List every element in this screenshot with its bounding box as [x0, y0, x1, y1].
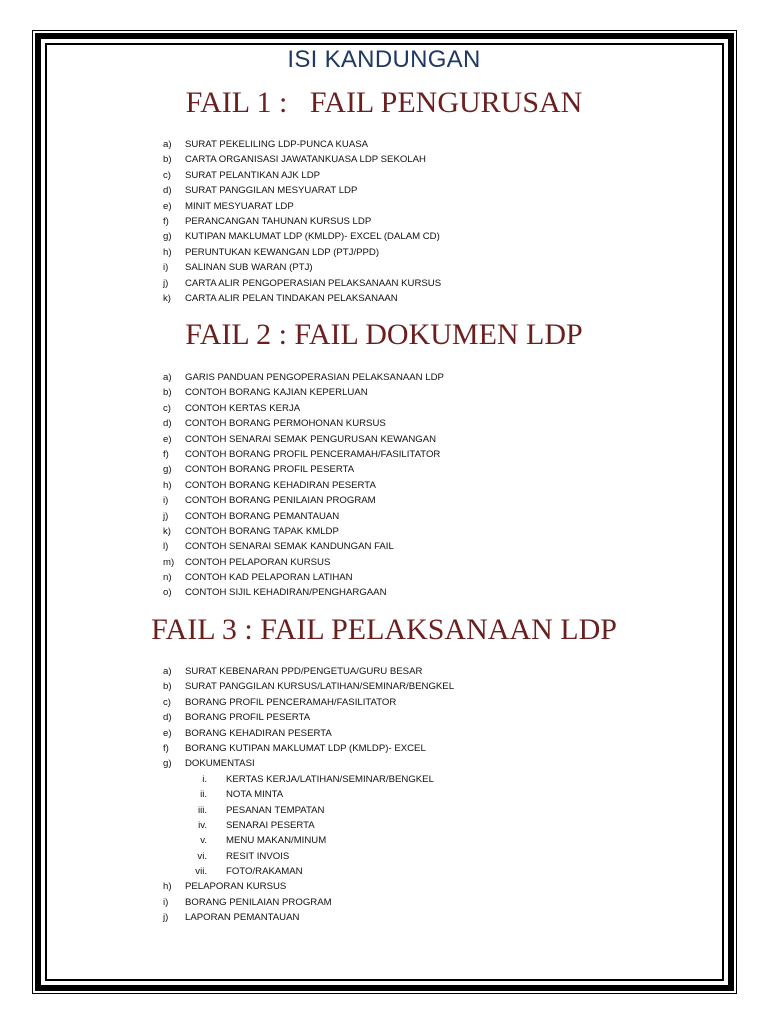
- list-item-text: CONTOH KAD PELAPORAN LATIHAN: [185, 572, 353, 584]
- list-item-text: MENU MAKAN/MINUM: [226, 835, 327, 847]
- list-item-label: b): [163, 681, 172, 693]
- list-item-label: f): [163, 742, 169, 754]
- list-item-text: KERTAS KERJA/LATIHAN/SEMINAR/BENGKEL: [226, 773, 434, 785]
- list-item-label: g): [163, 464, 172, 476]
- list-item-label: vi.: [197, 850, 207, 862]
- list-item-label: e): [163, 433, 172, 445]
- list-item-text: SENARAI PESERTA: [226, 819, 315, 831]
- list-item-label: k): [163, 292, 171, 304]
- list-item-label: iv.: [198, 819, 207, 831]
- list-item-text: CONTOH PELAPORAN KURSUS: [185, 556, 331, 568]
- list-item-label: i.: [202, 773, 207, 785]
- list-item-label: d): [163, 185, 172, 197]
- list-item-text: GARIS PANDUAN PENGOPERASIAN PELAKSANAAN LDP: [185, 372, 444, 383]
- list-item-text: SURAT PELANTIKAN AJK LDP: [185, 169, 321, 181]
- list-item-label: g): [163, 231, 172, 243]
- list-item-text: PESANAN TEMPATAN: [226, 804, 325, 816]
- list-item-label: j): [163, 510, 169, 522]
- list-item-label: vii.: [195, 866, 207, 878]
- list-item-text: CARTA ALIR PELAN TINDAKAN PELAKSANAAN: [185, 292, 398, 304]
- list-item-text: CONTOH BORANG PROFIL PENCERAMAH/FASILITATOR: [185, 448, 441, 460]
- list-item-label: ii.: [200, 789, 207, 801]
- list-item-text: FOTO/RAKAMAN: [226, 866, 303, 878]
- list-item-text: KUTIPAN MAKLUMAT LDP (KMLDP)- EXCEL (DALAM CD): [185, 231, 440, 243]
- page-border-inner: [45, 43, 724, 981]
- list-item-text: PERUNTUKAN KEWANGAN LDP (PTJ/PPD): [185, 246, 380, 258]
- list-item-label: c): [163, 696, 171, 708]
- list-item-label: c): [163, 402, 171, 414]
- list-item-label: h): [163, 479, 172, 491]
- list-item-label: c): [163, 169, 171, 181]
- list-item-label: h): [163, 881, 172, 893]
- list-item-text: CONTOH BORANG PENILAIAN PROGRAM: [185, 495, 376, 507]
- list-item-text: SURAT PEKELILING LDP-PUNCA KUASA: [185, 139, 369, 150]
- list-item-label: a): [163, 666, 172, 677]
- list-item-text: CONTOH BORANG KEHADIRAN PESERTA: [185, 479, 376, 491]
- list-item-label: m): [163, 556, 175, 568]
- list-item-label: h): [163, 246, 172, 258]
- list-item-text: PELAPORAN KURSUS: [185, 881, 287, 893]
- list-item-label: j): [163, 277, 169, 289]
- list-item-label: f): [163, 215, 169, 227]
- list-item-label: e): [163, 200, 172, 212]
- list-item-text: PERANCANGAN TAHUNAN KURSUS LDP: [185, 215, 372, 227]
- list-item-label: f): [163, 448, 169, 460]
- document-title: ISI KANDUNGAN: [287, 46, 481, 73]
- list-item-label: g): [163, 758, 172, 770]
- list-item-label: k): [163, 525, 171, 537]
- list-item-text: BORANG PROFIL PESERTA: [185, 712, 311, 724]
- list-item-label: v.: [200, 835, 207, 847]
- list-item-text: CONTOH SENARAI SEMAK PENGURUSAN KEWANGAN: [185, 433, 437, 445]
- list-item-text: CONTOH SENARAI SEMAK KANDUNGAN FAIL: [185, 541, 394, 553]
- list-item-label: i): [163, 495, 169, 507]
- list-item-text: SURAT PANGGILAN KURSUS/LATIHAN/SEMINAR/BENGKEL: [185, 681, 455, 693]
- list-item-label: e): [163, 727, 172, 739]
- list-item-text: CONTOH BORANG PROFIL PESERTA: [185, 464, 355, 476]
- list-item-text: SALINAN SUB WARAN (PTJ): [185, 262, 313, 274]
- list-item-text: CONTOH SIJIL KEHADIRAN/PENGHARGAAN: [185, 587, 387, 599]
- list-item-text: CONTOH KERTAS KERJA: [185, 402, 301, 414]
- list-item-label: b): [163, 387, 172, 399]
- list-item-text: MINIT MESYUARAT LDP: [185, 200, 294, 212]
- list-item-text: BORANG KUTIPAN MAKLUMAT LDP (KMLDP)- EXCEL: [185, 742, 426, 754]
- list-item-text: SURAT PANGGILAN MESYUARAT LDP: [185, 185, 358, 197]
- list-item-text: SURAT KEBENARAN PPD/PENGETUA/GURU BESAR: [185, 666, 423, 677]
- list-item-text: BORANG PROFIL PENCERAMAH/FASILITATOR: [185, 696, 397, 708]
- list-item-text: LAPORAN PEMANTAUAN: [185, 912, 300, 924]
- list-item-label: j): [163, 912, 169, 924]
- list-item-text: CONTOH BORANG KAJIAN KEPERLUAN: [185, 387, 368, 399]
- section-heading-fail-1: FAIL 1 : FAIL PENGURUSAN: [185, 86, 583, 119]
- list-item-label: b): [163, 154, 172, 166]
- list-item-text: DOKUMENTASI: [185, 758, 255, 770]
- list-item-label: a): [163, 139, 172, 150]
- list-item-label: i): [163, 262, 169, 274]
- list-item-label: i): [163, 896, 169, 908]
- list-item-text: CONTOH BORANG TAPAK KMLDP: [185, 525, 339, 537]
- list-item-label: iii.: [197, 804, 207, 816]
- section-heading-fail-2: FAIL 2 : FAIL DOKUMEN LDP: [185, 318, 583, 351]
- list-item-text: CONTOH BORANG PERMOHONAN KURSUS: [185, 418, 386, 430]
- list-item-label: a): [163, 372, 172, 383]
- list-item-text: BORANG PENILAIAN PROGRAM: [185, 896, 332, 908]
- list-item-label: l): [163, 541, 169, 553]
- list-item-text: BORANG KEHADIRAN PESERTA: [185, 727, 332, 739]
- section-heading-fail-3: FAIL 3 : FAIL PELAKSANAAN LDP: [151, 613, 617, 646]
- list-item-text: RESIT INVOIS: [226, 850, 290, 862]
- list-item-label: d): [163, 418, 172, 430]
- list-item-text: CONTOH BORANG PEMANTAUAN: [185, 510, 340, 522]
- list-item-label: n): [163, 572, 172, 584]
- list-item-label: o): [163, 587, 172, 599]
- list-item-text: CARTA ALIR PENGOPERASIAN PELAKSANAAN KURSUS: [185, 277, 442, 289]
- list-item-text: NOTA MINTA: [226, 789, 284, 801]
- list-item-text: CARTA ORGANISASI JAWATANKUASA LDP SEKOLAH: [185, 154, 426, 166]
- list-item-label: d): [163, 712, 172, 724]
